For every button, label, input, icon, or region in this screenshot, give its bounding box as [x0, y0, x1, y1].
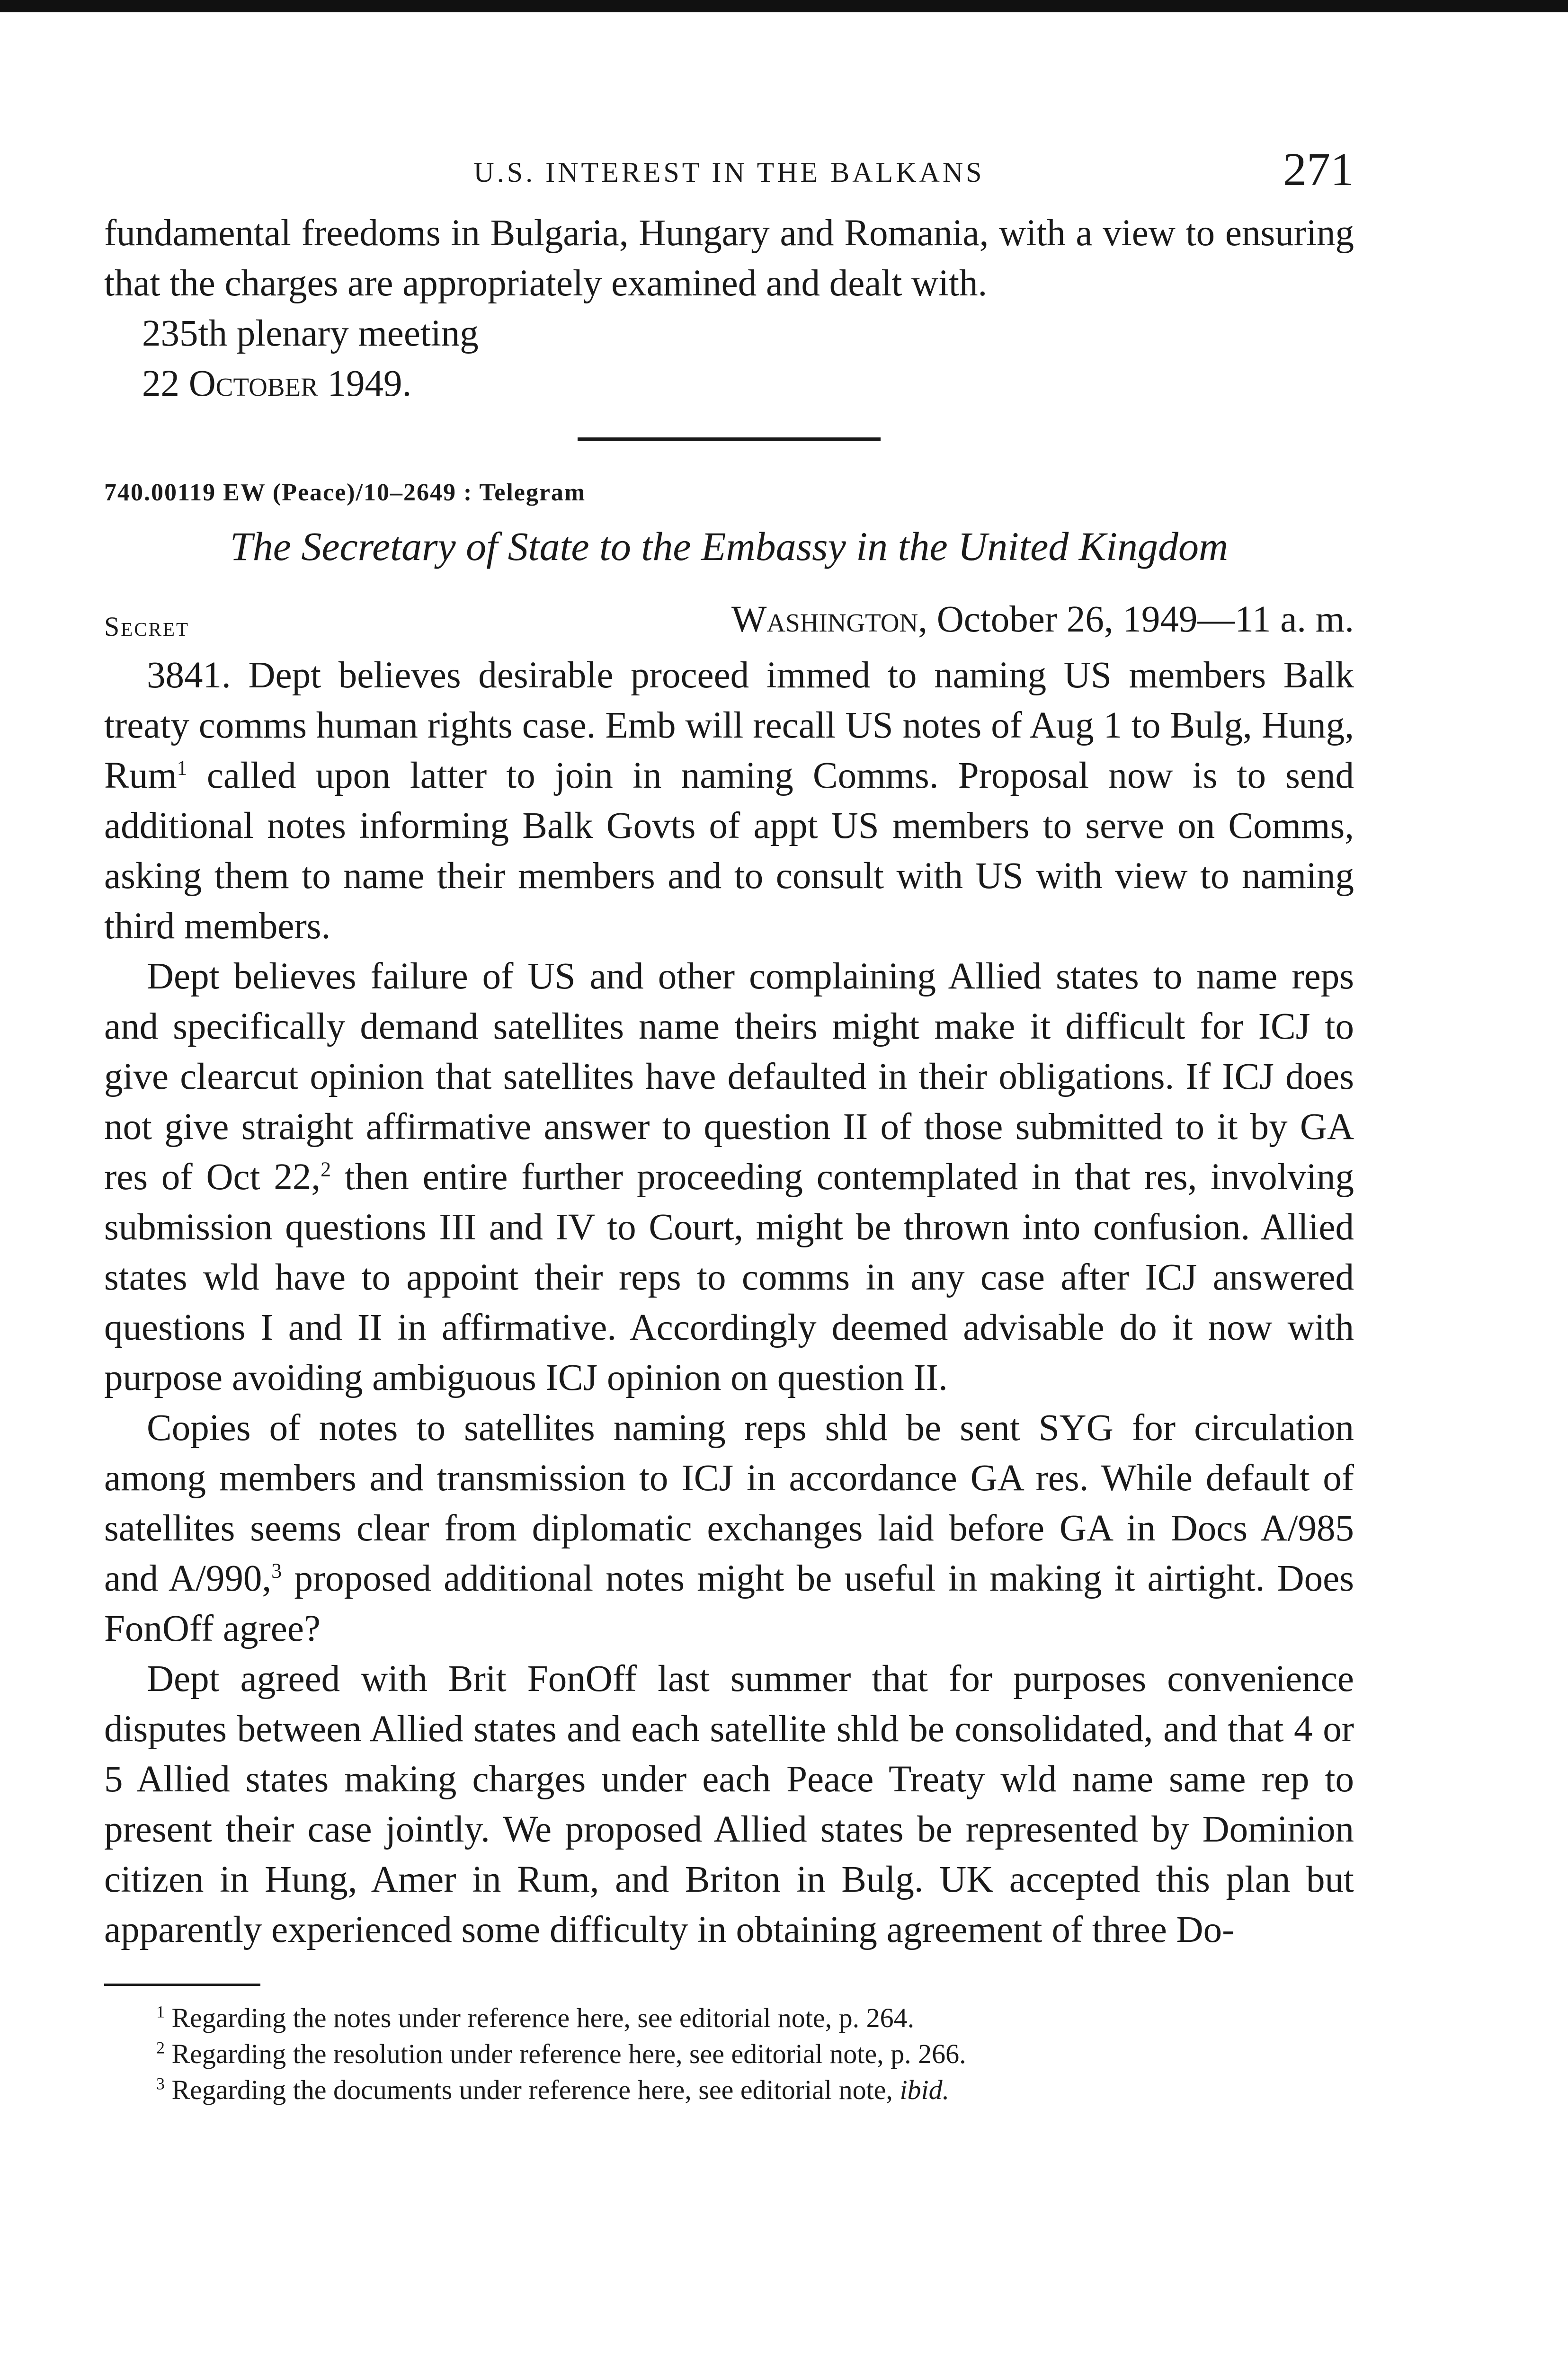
page-top-border — [0, 0, 1568, 12]
footnote-3-mark: 3 — [156, 2074, 165, 2093]
footnote-2-mark: 2 — [156, 2038, 165, 2057]
footnote-marker-1: 1 — [177, 756, 187, 780]
document-reference: 740.00119 EW (Peace)/10–2649 : Telegram — [104, 479, 586, 506]
document-title: The Secretary of State to the Embassy in the United Kingdom — [230, 524, 1229, 569]
running-title: U.S. INTEREST IN THE BALKANS — [473, 157, 985, 188]
classification-label: Secret — [104, 611, 190, 642]
para2-text-b: then entire further proceeding contemplated in that res, involving submission questions III and IV to Court, might be thrown into confusion. Allied states wld have to appoint their reps to comms in any case after ICJ answered questions I and II in affirmative. Accordingly deemed advisable do it now with purpose avoiding ambiguous ICJ opinion on question II. — [104, 1157, 1354, 1398]
meeting-note — [104, 309, 1354, 409]
meeting-date-month: October — [188, 363, 318, 404]
opening-paragraph: fundamental freedoms in Bulgaria, Hungary and Romania, with a view to ensuring that the charges are appropriately examined and dealt with. — [104, 213, 1354, 304]
para3-text-b: proposed additional notes might be useful in making it airtight. Does FonOff agree? — [104, 1558, 1354, 1649]
meeting-date-day: 22 — [142, 363, 179, 404]
meeting-date — [142, 359, 1354, 409]
para3-text-a: Copies of notes to satellites naming reps shld be sent SYG for circulation among members and transmission to ICJ in accordance GA res. While default of satellites seems clear from diplomatic exchanges laid before GA in Docs A/985 and A/990, — [104, 1407, 1354, 1599]
body-paragraph-1 — [104, 650, 1354, 952]
dateline — [104, 598, 1354, 650]
body-paragraph-3 — [104, 1403, 1354, 1654]
para1-text-b: called upon latter to join in naming Comms. Proposal now is to send additional notes informing Balk Govts of appt US members to serve on Comms, asking them to name their members and to consult with US with view to naming third members. — [104, 755, 1354, 947]
page-number: 271 — [1283, 143, 1354, 196]
footnote-2 — [104, 2036, 1354, 2072]
section-divider — [578, 437, 881, 441]
footnote-marker-3: 3 — [271, 1559, 282, 1583]
footnote-3-text: Regarding the documents under reference here, see editorial note, — [171, 2074, 900, 2105]
meeting-date-year: 1949. — [327, 363, 412, 404]
footnote-1-mark: 1 — [156, 2002, 165, 2021]
footnote-2-text: Regarding the resolution under reference here, see editorial note, p. 266. — [171, 2038, 966, 2069]
date: October 26, 1949—11 a. m. — [936, 599, 1354, 640]
para1-text-a: 3841. Dept believes desirable proceed immed to naming US members Balk treaty comms human rights case. Emb will recall US notes of Aug 1 to Bulg, Hung, Rum — [104, 655, 1354, 796]
running-head — [104, 142, 1354, 208]
place-date — [731, 598, 1354, 641]
footnote-3-ibid: ibid. — [900, 2074, 950, 2105]
book-page — [104, 142, 1354, 2108]
meeting-line: 235th plenary meeting — [142, 313, 479, 354]
body-paragraph-4: Dept agreed with Brit FonOff last summer that for purposes convenience disputes between Allied states and each satellite shld be consolidated, and that 4 or 5 Allied states making charges under each Peace Treaty wld name same rep to present their case jointly. We proposed Allied states be represented by Dominion citizen in Hung, Amer in Rum, and Briton in Bulg. UK accepted this plan but apparently experienced some difficulty in obtaining agreement of three Do- — [104, 1658, 1354, 1950]
footnote-3 — [104, 2072, 1354, 2108]
place: Washington, — [731, 599, 927, 640]
para2-text-a: Dept believes failure of US and other complaining Allied states to name reps and specifically demand satellites name theirs might make it difficult for ICJ to give clearcut opinion that satellites have defaulted in their obligations. If ICJ does not give straight affirmative answer to question II of those submitted to it by GA res of Oct 22, — [104, 956, 1354, 1198]
footnote-marker-2: 2 — [321, 1157, 331, 1181]
body-paragraph-2 — [104, 952, 1354, 1403]
footnote-rule — [104, 1984, 260, 1986]
footnote-1-text: Regarding the notes under reference here, see editorial note, p. 264. — [171, 2002, 915, 2033]
footnote-1 — [104, 2000, 1354, 2036]
